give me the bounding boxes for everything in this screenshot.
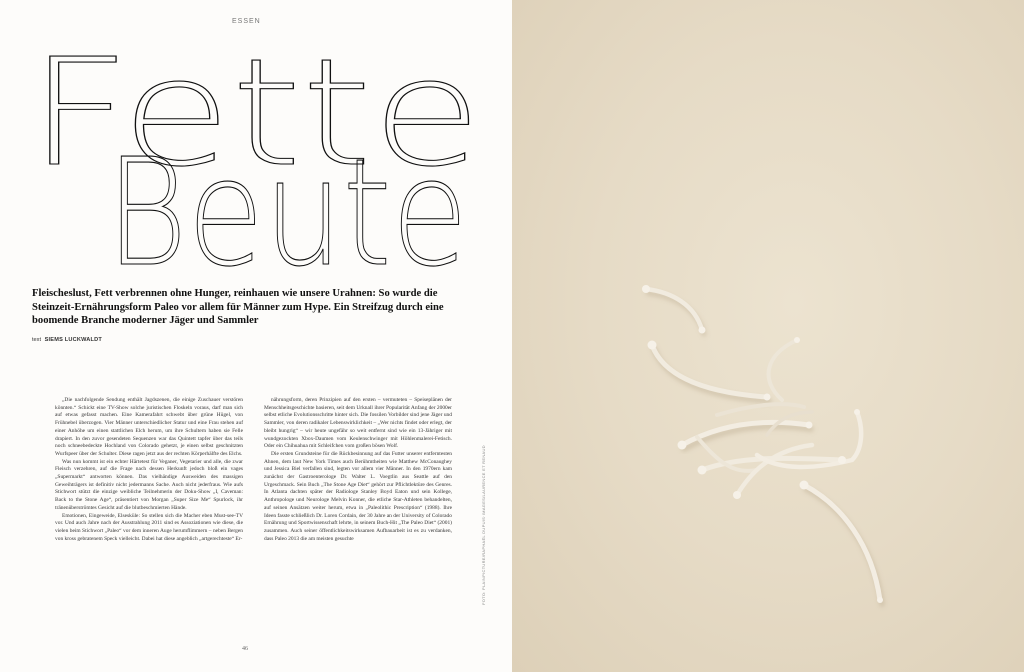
bone-ends <box>642 285 883 603</box>
paragraph: Emotionen, Eingeweide, Elsesküle: So stellen sich die Macher eben Must-see-TV vor. Und auch Jahre nach der Ausstrahlung 2011 sind es Assoziationen wie diese, die vielen beim Stichwort „Paleo“ vor dem inneren Auge herumflimmern – neben Bergen von kross gebratenem Speck vielleicht. Dabei hat diese angeblich „artgerechteste“ Er- <box>55 512 243 542</box>
section-label: ESSEN <box>232 18 261 25</box>
bone <box>769 340 797 400</box>
paragraph: Was nun kommt ist ein echter Härtetest für Veganer, Vegetarier und alle, die zwar Fleisch verzehren, auf die Frage nach dessen Herkunft jedoch bloß ein vages „Supermarkt“ antworten können. Das vielhändige Ausweiden des massigen Geweihträgers ist definitiv nicht jedermanns Sache. Auch nicht jederfraus. Wie aufs Stichwort stützt die einzige weibliche Teilnehmerin der Doku-Show „I, Caveman: Back to the Stone Age“, präsentiert von Morgan „Super Size Me“ Spurlock, ihr tränenüberströmtes Gesicht auf die blutbeschmierten Hände. <box>55 458 243 511</box>
deck-subtitle: Fleischeslust, Fett verbrennen ohne Hunger, reinhauen wie unsere Urahnen: So wurde die Steinzeit-Ernährungsform Paleo vor allem für Männer zum Hype. Ein Streifzug durch eine boomende Branche moderner Jäger und Sammler <box>32 288 444 327</box>
page-number: 46 <box>242 646 248 652</box>
headline <box>28 42 488 272</box>
paragraph: Die ersten Grundsteine für die Rückbesinnung auf das Futter unserer entferntesten Ahnen, dem laut New York Times auch Berühmtheiten wie Matthew McConaughey und Jessica Biel verfallen sind, legten vor allem vier Männer. In den 1970ern kam zunächst der Gastroenterologe Dr. Walter L. Voegtlin aus Seattle auf den Urgeschmack. Sein Buch „The Stone Age Diet“ gehört zur Pflichtlektüre des Genres. In Atlanta dachten später der Radiologe Stanley Boyd Eaton und sein Kollege, Anthropologe und Neurologe Melvin Konner, die etliche Star-Athleten behandelten, auf seinen Ansätzen weiter herum, etwa in „Paleolithic Prescription“ (1988). Ihre Ideen fasste schließlich Dr. Loren Cordain, der 30 Jahre an der University of Colorado Ernährung und Sportwissenschaft lehrte, in seinem Buch-Hit „The Paleo Diet“ (2001) zusammen. Auch seiner öffentlichkeitswirksamen Aufbauarbeit ist es zu verdanken, dass Paleo 2013 die am meisten gesuchte <box>264 450 452 542</box>
byline-prefix: text <box>32 337 42 343</box>
headline-svg <box>28 42 488 272</box>
right-page-photo <box>512 0 1024 672</box>
bone <box>697 437 757 471</box>
paragraph: „Die nachfolgende Sendung enthält Jagdszenen, die einige Zuschauer verstören könnten.“ Schickt eine TV-Show solche juristischen Floskeln voraus, darf man sich auf etwas gefasst machen. Eine Kamerafahrt schwebt über grüne Hügel, von Frühnebel überzogen. Vier Männer unterschiedlicher Statur und eine Frau stehen auf einer Anhöhe um einen stattlichen Elch herum, um ihre Schultern haben sie Felle drapiert. In den zuvor gesendeten Sequenzen war das Quintett tapfer über das teils noch schneebedeckte Hochland von Colorado gehetzt, je einen selbst geschnitzten Wurfspeer über der Schulter. Diese ragen jetzt aus der rechten Körperhälfte des Elchs. <box>55 397 243 457</box>
paragraph: nährungsform, deren Prinzipien auf den ersten – vermuteten – Speiseplänen der Menschheitsgeschichte basieren, seit dem Urknall ihrer Popularität Anfang der 2000er selbst etliche Evolutionsschritte hinter sich. Die fossilen Vorbilder sind jene Jäger und Sammler, von deren radikaler Lebenswirklichkeit – „Wer nichts findet oder erlegt, der bleibt hungrig“ – wir heute ungefähr so weit entfernt sind wie ein 13-Jähriger mit wundgezockten Xbox-Daumen vom Keulenschwinger mit Höhlenmalerei-Fetisch. Oder ein Chihuahua mit Schleifchen vom großen bösen Wolf. <box>264 397 452 450</box>
photo-credit: FOTO: PLAINPICTURE/RAPHAËL DUPUIS·IMAGES/LAURENCE ET RENAUD <box>481 445 486 605</box>
bone <box>804 485 880 600</box>
byline-author: SIEMS LUCKWALDT <box>44 337 102 343</box>
byline <box>32 337 102 343</box>
body-column-2 <box>264 397 452 543</box>
headline-line-1: Fette <box>28 42 482 199</box>
body-column-1 <box>55 397 243 543</box>
headline-line-2: Beute <box>106 127 468 272</box>
bone <box>717 404 804 415</box>
bone <box>652 345 767 397</box>
bones-photo <box>512 0 1024 672</box>
